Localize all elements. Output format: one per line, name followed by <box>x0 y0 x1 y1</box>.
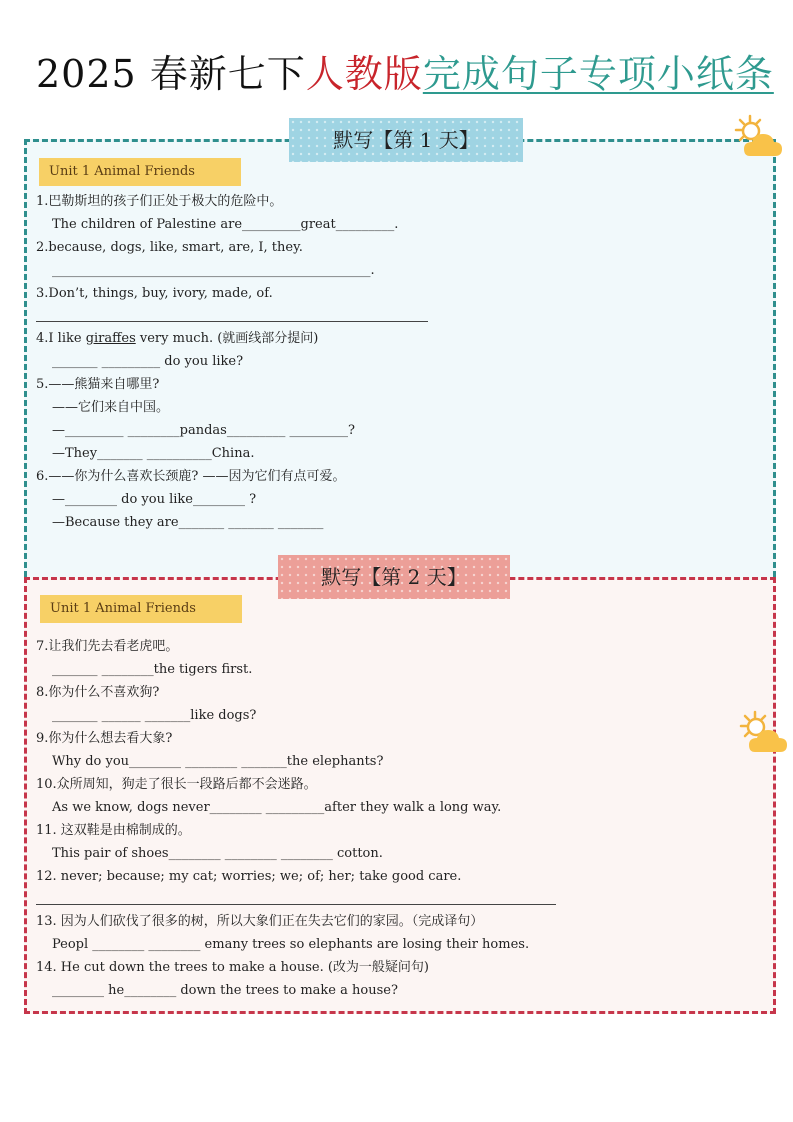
q6-answer-line-1: —________ do you like________ ? <box>52 492 257 507</box>
q6-prompt: 6.——你为什么喜欢长颈鹿? ——因为它们有点可爱。 <box>36 469 346 484</box>
q6-answer-line-2: —Because they are_______ _______ _______ <box>52 515 324 530</box>
q8-prompt: 8.你为什么不喜欢狗? <box>36 685 160 700</box>
q14-answer-line: ________ he________ down the trees to make a house? <box>52 983 398 998</box>
q11-prompt: 11. 这双鞋是由棉制成的。 <box>36 823 191 838</box>
q1-answer-line: The children of Palestine are_________great_________. <box>52 217 399 232</box>
title-edition: 人教版 <box>305 52 423 96</box>
sun-cloud-icon <box>730 112 788 162</box>
title-topic: 完成句子专项小纸条 <box>422 52 774 96</box>
q3-prompt: 3.Don’t, things, buy, ivory, made, of. <box>36 286 273 301</box>
q5-prompt-1: 5.——熊猫来自哪里? <box>36 377 160 392</box>
q2-prompt: 2.because, dogs, like, smart, are, I, they. <box>36 240 303 255</box>
q11-answer-line: This pair of shoes________ ________ ________ cotton. <box>52 846 383 861</box>
q2-answer-line: _________________________________________________. <box>52 263 375 278</box>
q4-answer-line: _______ _________ do you like? <box>52 354 244 369</box>
q12-answer-rule <box>36 904 556 905</box>
q4-underlined-word: giraffes <box>85 331 136 346</box>
q5-answer-line-1: —_________ ________pandas_________ _________? <box>52 423 355 438</box>
day1-ribbon: 默写【第 1 天】 <box>289 118 523 162</box>
q12-prompt: 12. never; because; my cat; worries; we; of; her; take good care. <box>36 869 462 884</box>
q7-prompt: 7.让我们先去看老虎吧。 <box>36 639 179 654</box>
page-title <box>36 50 774 98</box>
q7-answer-line: _______ ________the tigers first. <box>52 662 253 677</box>
q1-prompt: 1.巴勒斯坦的孩子们正处于极大的危险中。 <box>36 194 283 209</box>
q14-prompt: 14. He cut down the trees to make a house. (改为一般疑问句) <box>36 960 430 975</box>
q13-prompt: 13. 因为人们砍伐了很多的树，所以大象们正在失去它们的家园。（完成译句） <box>36 914 484 929</box>
q4-prompt: 4.I like giraffes very much. (就画线部分提问) <box>36 331 319 346</box>
q8-answer-line: _______ ______ _______like dogs? <box>52 708 257 723</box>
day2-ribbon: 默写【第 2 天】 <box>278 555 510 599</box>
q13-answer-line: Peopl ________ ________ emany trees so elephants are losing their homes. <box>52 937 530 952</box>
q10-prompt: 10.众所周知，狗走了很长一段路后都不会迷路。 <box>36 777 317 792</box>
day2-unit-label: Unit 1 Animal Friends <box>40 595 242 623</box>
day1-unit-label: Unit 1 Animal Friends <box>39 158 241 186</box>
q5-prompt-2: ——它们来自中国。 <box>52 400 170 415</box>
q5-answer-line-2: —They_______ __________China. <box>52 446 255 461</box>
q3-answer-rule <box>36 321 428 322</box>
day1-questions <box>36 192 756 542</box>
q10-answer-line: As we know, dogs never________ _________after they walk a long way. <box>52 800 502 815</box>
day2-questions <box>36 637 756 1007</box>
q9-answer-line: Why do you________ ________ _______the elephants? <box>52 754 384 769</box>
title-year: 2025 春新七下 <box>36 52 306 96</box>
q9-prompt: 9.你为什么想去看大象? <box>36 731 173 746</box>
